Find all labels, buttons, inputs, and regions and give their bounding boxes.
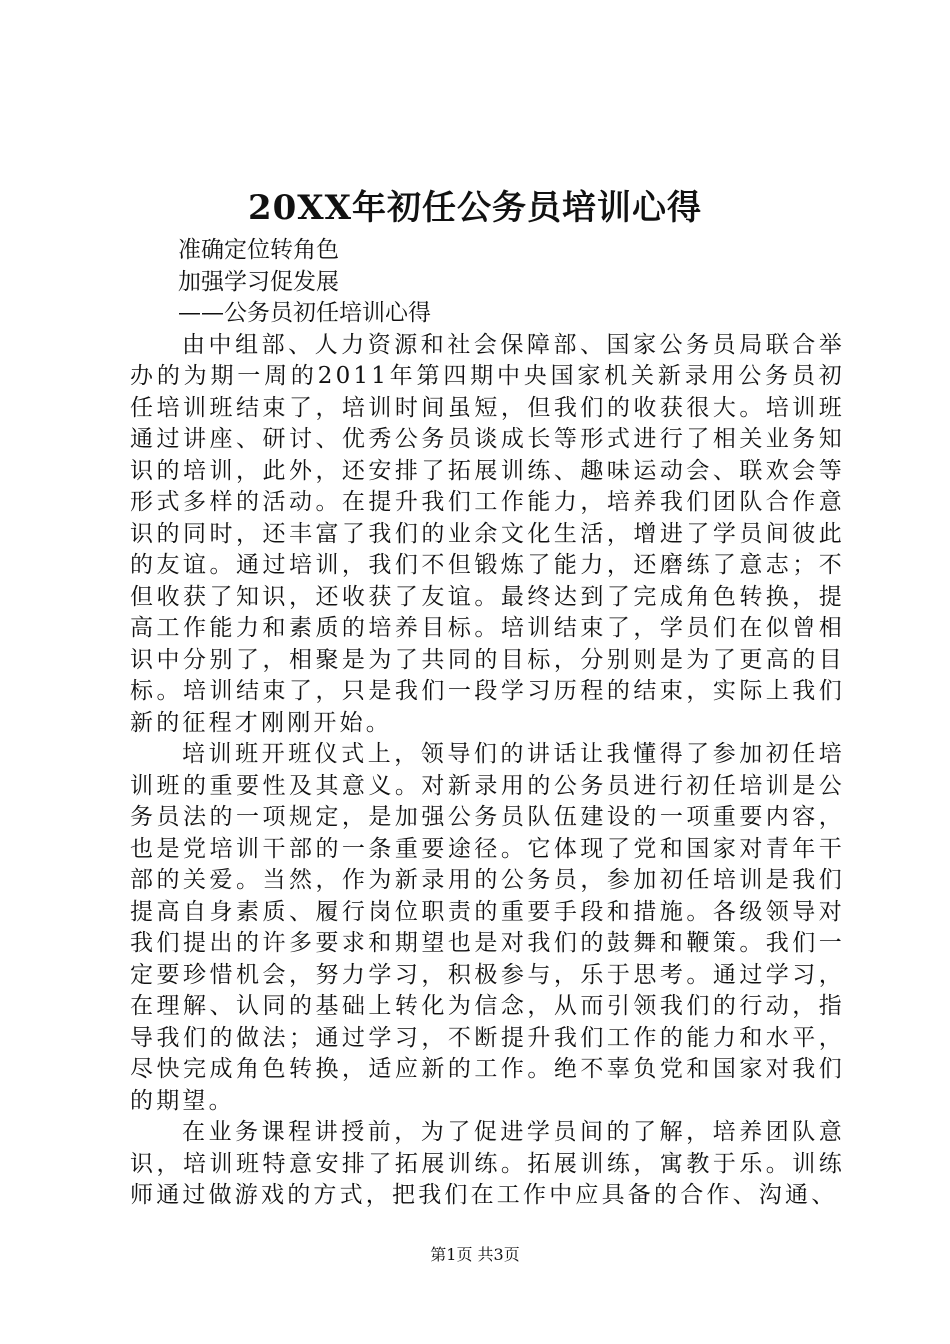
document-title: 20XX年初任公务员培训心得	[247, 188, 703, 228]
document-body	[130, 235, 845, 1212]
body-paragraph: 培训班开班仪式上，领导们的讲话让我懂得了参加初任培训班的重要性及其意义。对新录用的公务员进行初任培训是公务员法的一项规定，是加强公务员队伍建设的一项重要内容，也是党培训干部的一条重要途径。它体现了党和国家对青年干部的关爱。当然，作为新录用的公务员，参加初任培训是我们提高自身素质、履行岗位职责的重要手段和措施。各级领导对我们提出的许多要求和期望也是对我们的鼓舞和鞭策。我们一定要珍惜机会，努力学习，积极参与，乐于思考。通过学习，在理解、认同的基础上转化为信念，从而引领我们的行动，指导我们的做法；通过学习，不断提升我们工作的能力和水平，尽快完成角色转换，适应新的工作。绝不辜负党和国家对我们的期望。	[130, 741, 845, 1114]
subtitle-line: 准确定位转角色	[178, 237, 339, 263]
subtitle-line: 加强学习促发展	[178, 268, 339, 295]
page-footer: 第1页 共3页	[430, 1245, 520, 1264]
body-paragraph: 由中组部、人力资源和社会保障部、国家公务员局联合举办的为期一周的2011年第四期中央国家机关新录用公务员初任培训班结束了，培训时间虽短，但我们的收获很大。培训班通过讲座、研讨、优秀公务员谈成长等形式进行了相关业务知识的培训，此外，还安排了拓展训练、趣味运动会、联欢会等形式多样的活动。在提升我们工作能力，培养我们团队合作意识的同时，还丰富了我们的业余文化生活，增进了学员间彼此的友谊。通过培训，我们不但锻炼了能力，还磨练了意志；不但收获了知识，还收获了友谊。最终达到了完成角色转换，提高工作能力和素质的培养目标。培训结束了，学员们在似曾相识中分别了，相聚是为了共同的目标，分别则是为了更高的目标。培训结束了，只是我们一段学习历程的结束，实际上我们新的征程才刚刚开始。	[130, 331, 845, 736]
body-paragraph: 在业务课程讲授前，为了促进学员间的了解，培养团队意识，培训班特意安排了拓展训练。拓展训练，寓教于乐。训练师通过做游戏的方式，把我们在工作中应具备的合作、沟通、	[130, 1119, 845, 1208]
subtitle-line: ——公务员初任培训心得	[178, 300, 431, 326]
